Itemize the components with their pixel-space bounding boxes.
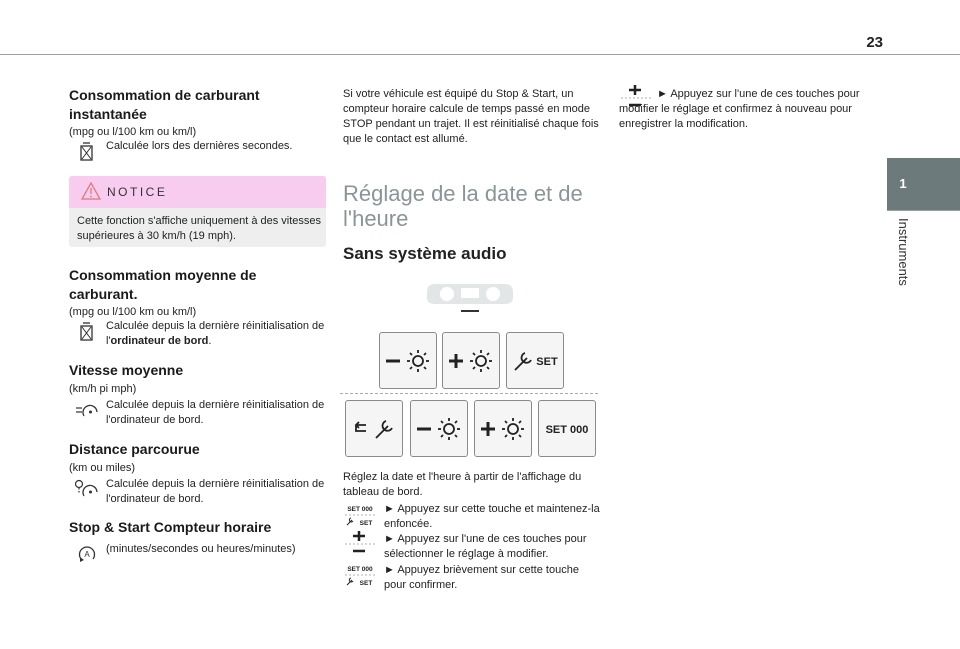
desc-stop-start: (minutes/secondes ou heures/minutes) — [106, 543, 296, 555]
key-set000-label: SET 000 — [545, 424, 589, 436]
mini-set000-label: SET 000 — [347, 506, 373, 513]
notice-title: NOTICE — [107, 185, 168, 199]
notice-text: Cette fonction s'affiche uniquement à des vitesses supérieures à 30 km/h (19 mph). — [77, 215, 322, 242]
key-set-label: SET — [536, 356, 558, 368]
desc-average-consumption-text: Calculée depuis la dernière réinitialisation de l' — [106, 320, 325, 347]
svg-text:A: A — [84, 550, 90, 559]
desc-average-speed: Calculée depuis la dernière réinitialisation de l'ordinateur de bord. — [106, 399, 325, 426]
wrench-set-key[interactable] — [506, 332, 564, 389]
subsection-title-no-audio: Sans système audio — [343, 244, 507, 263]
brightness-minus-key-2[interactable] — [410, 400, 468, 457]
section-title-average-speed: Vitesse moyenne — [69, 362, 184, 378]
back-wrench-icon — [346, 401, 402, 456]
chapter-side-title: Instruments — [896, 218, 911, 286]
section-title-stop-start: Stop & Start Compteur horaire — [69, 519, 272, 535]
brightness-plus-key-2[interactable] — [474, 400, 532, 457]
desc-average-consumption — [106, 319, 326, 349]
set-000-wrench-set-icon — [343, 503, 377, 529]
speed-gauge-icon — [75, 402, 99, 418]
brightness-minus-key[interactable] — [379, 332, 437, 389]
notice-header — [69, 176, 326, 208]
distance-icon — [74, 478, 100, 500]
plus-minus-icon — [343, 530, 377, 556]
fuel-pump-icon — [79, 322, 95, 342]
brightness-plus-icon — [443, 333, 499, 388]
header-rule — [0, 54, 960, 55]
brightness-plus-key[interactable] — [442, 332, 500, 389]
desc-instant-consumption: Calculée lors des dernières secondes. — [106, 140, 293, 152]
step-1: ► Appuyez sur cette touche et maintenez-la enfoncée. — [384, 503, 600, 530]
instrument-cluster-icon — [425, 282, 515, 314]
tab-rule — [887, 210, 960, 211]
step-right: ► Appuyez sur l'une de ces touches pour modifier le réglage et confirmez à nouveau pour enregistrer la modification. — [619, 88, 860, 130]
wrench-set-icon — [507, 333, 563, 388]
section-title-instant-consumption: Consommation de carburant instantanée — [69, 87, 260, 122]
step-2: ► Appuyez sur l'une de ces touches pour sélectionner le réglage à modifier. — [384, 533, 587, 560]
brightness-minus-icon — [380, 333, 436, 388]
set-000-key[interactable] — [538, 400, 596, 457]
back-wrench-key[interactable] — [345, 400, 403, 457]
unit-average-speed: (km/h pi mph) — [69, 383, 137, 395]
unit-average-consumption: (mpg ou l/100 km ou km/l) — [69, 306, 197, 318]
set-000-wrench-set-icon — [343, 563, 377, 589]
section-title-distance: Distance parcourue — [69, 441, 200, 457]
mini-set-label: SET — [359, 520, 373, 527]
section-title-average-consumption: Consommation moyenne de carburant. — [69, 267, 257, 302]
unit-instant-consumption: (mpg ou l/100 km ou km/l) — [69, 126, 197, 138]
desc-average-consumption-bold: ordinateur de bord — [110, 335, 209, 347]
step-3: ► Appuyez brièvement sur cette touche pour confirmer. — [384, 564, 579, 591]
mini-set-label: SET — [359, 580, 373, 587]
desc-average-consumption-end: . — [208, 335, 212, 347]
notice-box — [69, 176, 326, 247]
unit-distance: (km ou miles) — [69, 462, 136, 474]
stop-start-intro: Si votre véhicule est équipé du Stop & Start, un compteur horaire calcule de temps passé en mode STOP pendant un trajet. Il est réinitialisé chaque fois que le contact est allumé. — [343, 88, 599, 145]
fuel-pump-icon — [79, 142, 95, 162]
brightness-minus-icon — [411, 401, 467, 456]
date-time-paragraph: Réglez la date et l'heure à partir de l'affichage du tableau de bord. — [343, 471, 582, 498]
section-title-date-time: Réglage de la date et de l'heure — [343, 181, 583, 231]
chapter-tab-number: 1 — [899, 176, 907, 191]
brightness-plus-icon — [475, 401, 531, 456]
set-000-icon — [539, 401, 595, 456]
dashed-separator — [340, 393, 598, 394]
page-number: 23 — [866, 34, 883, 51]
stop-start-icon — [77, 543, 97, 565]
desc-distance: Calculée depuis la dernière réinitialisation de l'ordinateur de bord. — [106, 478, 325, 505]
mini-set000-label: SET 000 — [347, 566, 373, 573]
warning-icon — [81, 182, 101, 200]
